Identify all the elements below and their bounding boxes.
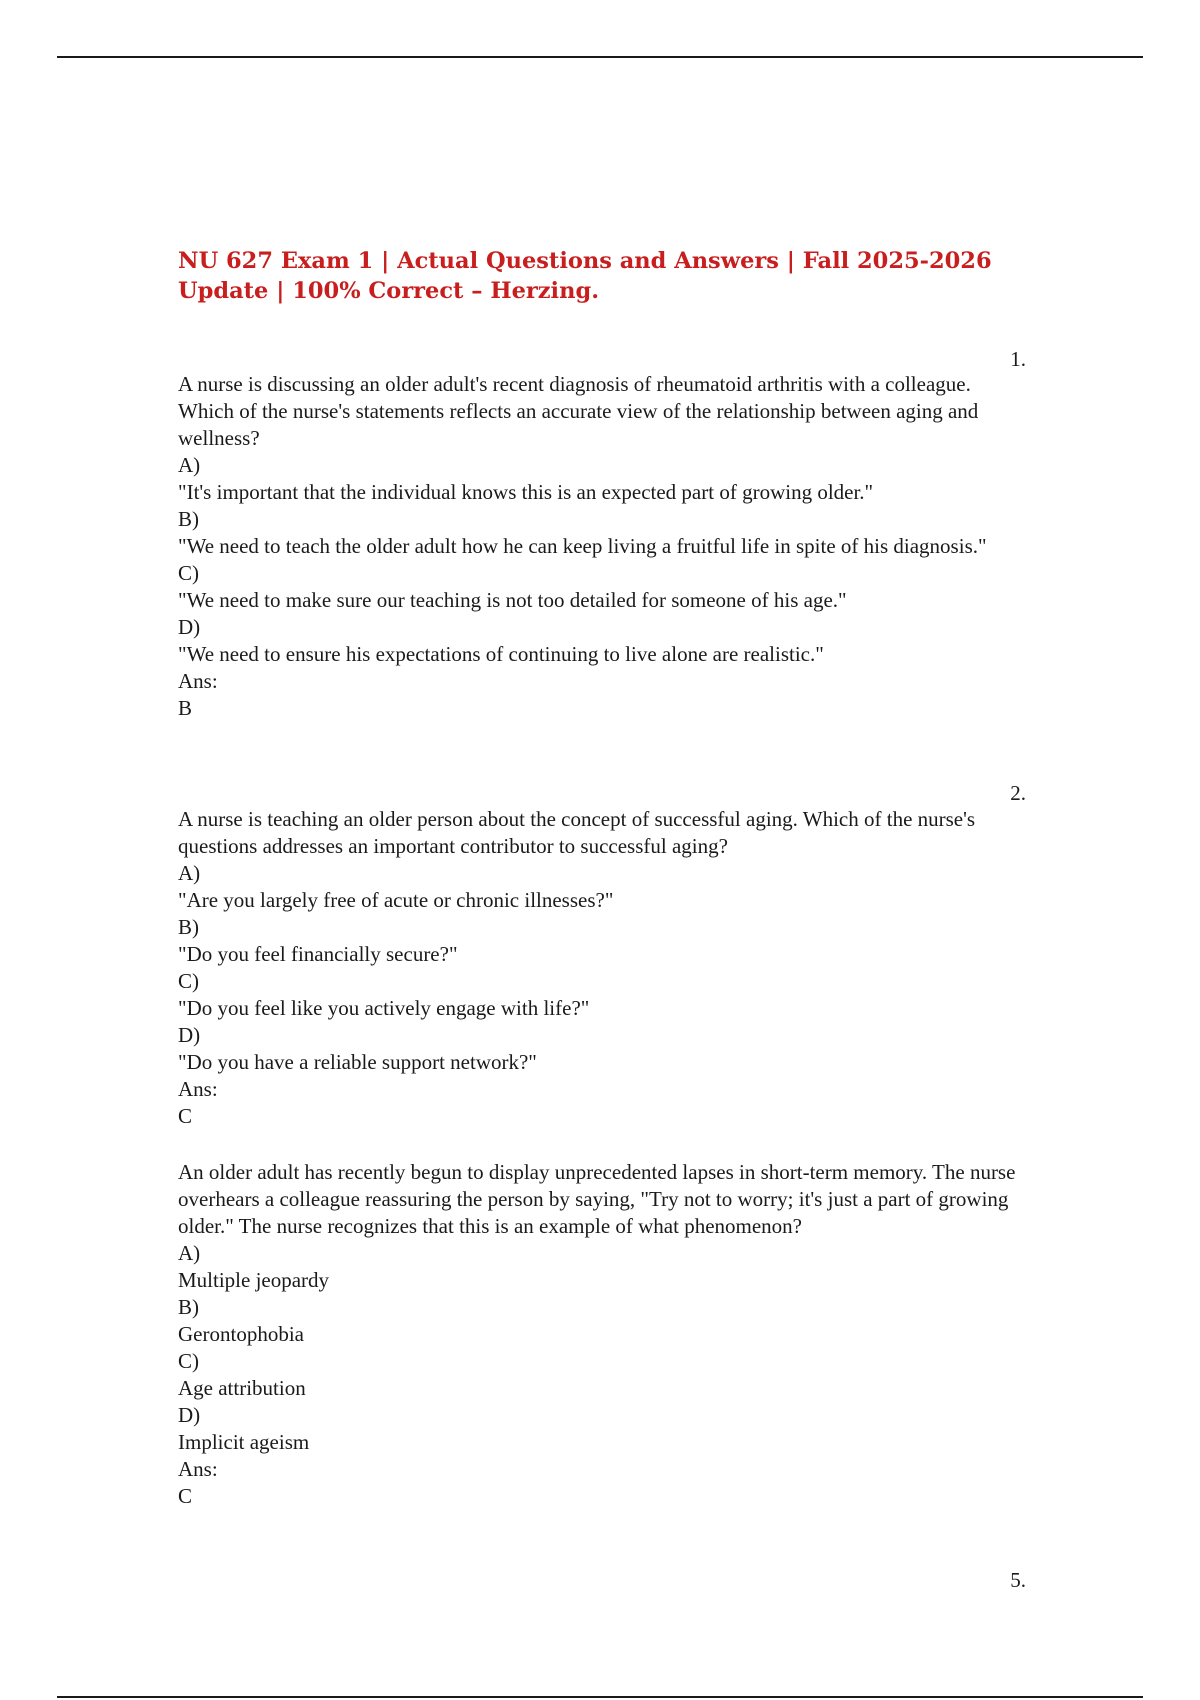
option-d-letter: D) [178,615,201,639]
question-1-number: 1. [1010,347,1026,371]
answer-label: Ans: [178,1457,218,1481]
option-c-text: "We need to make sure our teaching is not too detailed for someone of his age." [178,588,847,612]
option-d-text: Implicit ageism [178,1430,310,1454]
option-a-letter: A) [178,453,201,477]
answer-label: Ans: [178,1077,218,1101]
question-2-stem: A nurse is teaching an older person about the concept of successful aging. Which of the nurse's questions addresses an important contributor to successful aging? [178,807,976,858]
option-c-text: Age attribution [178,1376,306,1400]
answer-value: B [178,696,193,720]
option-a-text: "Are you largely free of acute or chronic illnesses?" [178,888,614,912]
answer-value: C [178,1104,193,1128]
option-d-text: "Do you have a reliable support network?" [178,1050,537,1074]
option-c-letter: C) [178,1349,199,1373]
option-b-text: Gerontophobia [178,1322,304,1346]
option-a-text: Multiple jeopardy [178,1268,330,1292]
answer-label: Ans: [178,669,218,693]
option-c-letter: C) [178,561,199,585]
question-2-number: 2. [1010,781,1026,805]
option-c-letter: C) [178,969,199,993]
question-1-stem: A nurse is discussing an older adult's recent diagnosis of rheumatoid arthritis with a colleague. Which of the nurse's statements reflects an accurate view of the relationship between aging and wellness? [178,372,979,450]
question-1 [178,371,1028,722]
option-d-text: "We need to ensure his expectations of continuing to live alone are realistic." [178,642,824,666]
option-a-letter: A) [178,1241,201,1265]
question-3 [178,1159,1028,1510]
option-a-text: "It's important that the individual knows this is an expected part of growing older." [178,480,874,504]
question-3-stem: An older adult has recently begun to display unprecedented lapses in short-term memory. The nurse overhears a colleague reassuring the person by saying, "Try not to worry; it's just a part of growing older." The nurse recognizes that this is an example of what phenomenon? [178,1160,1016,1238]
option-b-text: "Do you feel financially secure?" [178,942,458,966]
option-b-text: "We need to teach the older adult how he can keep living a fruitful life in spite of his diagnosis." [178,534,987,558]
question-5-number: 5. [1010,1568,1026,1592]
option-d-letter: D) [178,1403,201,1427]
document-title: NU 627 Exam 1 | Actual Questions and Answers | Fall 2025-2026 Update | 100% Correct – Herzing. [178,248,992,304]
option-b-letter: B) [178,507,199,531]
option-b-letter: B) [178,915,199,939]
top-rule [57,56,1143,58]
option-c-text: "Do you feel like you actively engage with life?" [178,996,590,1020]
option-a-letter: A) [178,861,201,885]
answer-value: C [178,1484,193,1508]
option-d-letter: D) [178,1023,201,1047]
option-b-letter: B) [178,1295,199,1319]
bottom-rule [57,1696,1143,1698]
question-2 [178,806,1028,1130]
